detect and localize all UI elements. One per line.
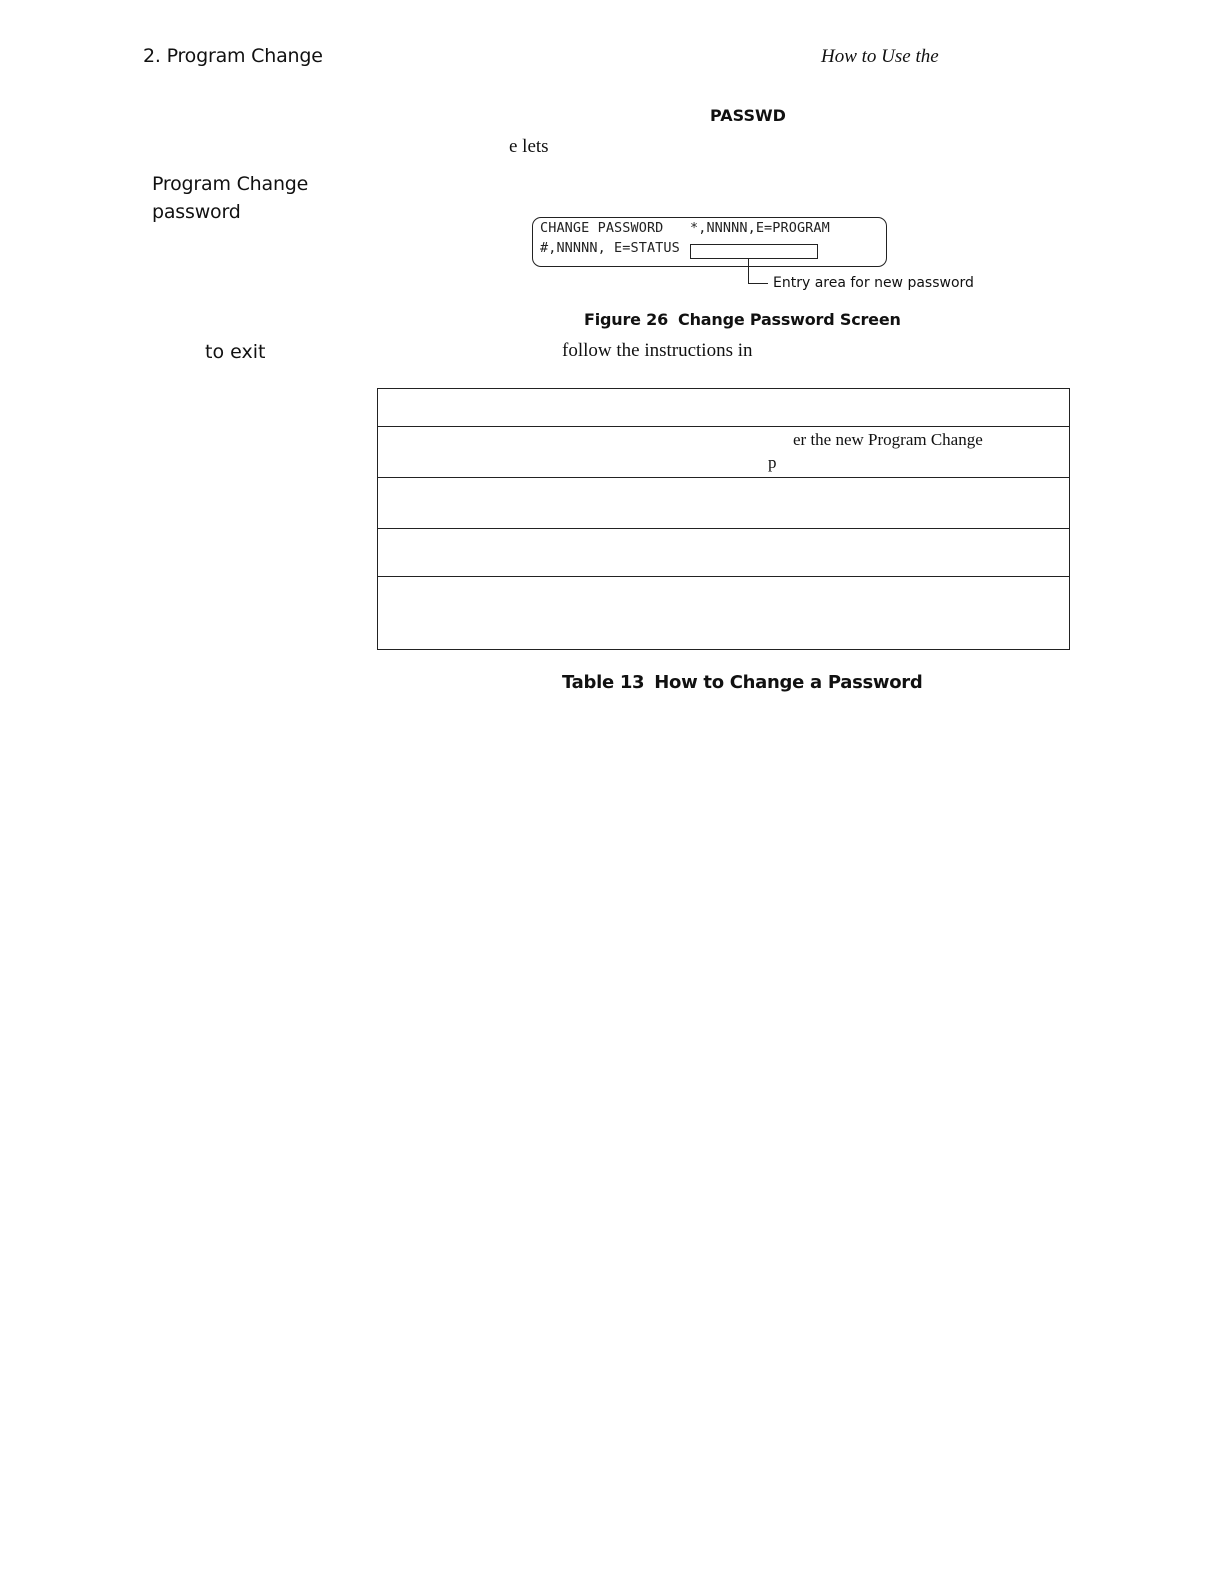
body-text-fragment: to exit	[205, 341, 266, 363]
password-steps-table	[377, 388, 1070, 650]
figure-caption	[584, 310, 901, 329]
margin-note	[152, 170, 308, 226]
screen-prompt-label: CHANGE PASSWORD	[540, 220, 664, 236]
screen-program-option: *,NNNNN,E=PROGRAM	[690, 220, 830, 236]
table-cell-text: er the new Program Change	[793, 430, 983, 449]
table-number: Table 13	[562, 672, 645, 693]
table-title: How to Change a Password	[654, 672, 923, 693]
table-row-divider	[377, 477, 1070, 478]
table-row-divider	[377, 426, 1070, 427]
callout-label: Entry area for new password	[773, 275, 974, 291]
section-title: PASSWD	[710, 106, 786, 125]
margin-note-line: password	[152, 201, 241, 223]
callout-leader-line	[748, 259, 768, 284]
new-password-entry-field	[690, 244, 818, 259]
figure-title: Change Password Screen	[678, 310, 901, 329]
margin-note-line: Program Change	[152, 173, 309, 195]
table-row-divider	[377, 528, 1070, 529]
table-caption	[562, 672, 922, 693]
body-text-fragment: e lets	[509, 136, 549, 157]
body-text-fragment: follow the instructions in	[562, 340, 753, 361]
table-cell-text: p	[768, 453, 777, 472]
table-row-divider	[377, 576, 1070, 577]
figure-number: Figure 26	[584, 310, 669, 329]
running-header-chapter: 2. Program Change	[143, 45, 323, 67]
screen-status-option: #,NNNNN, E=STATUS	[540, 240, 680, 256]
running-header-title: How to Use the	[821, 46, 939, 67]
